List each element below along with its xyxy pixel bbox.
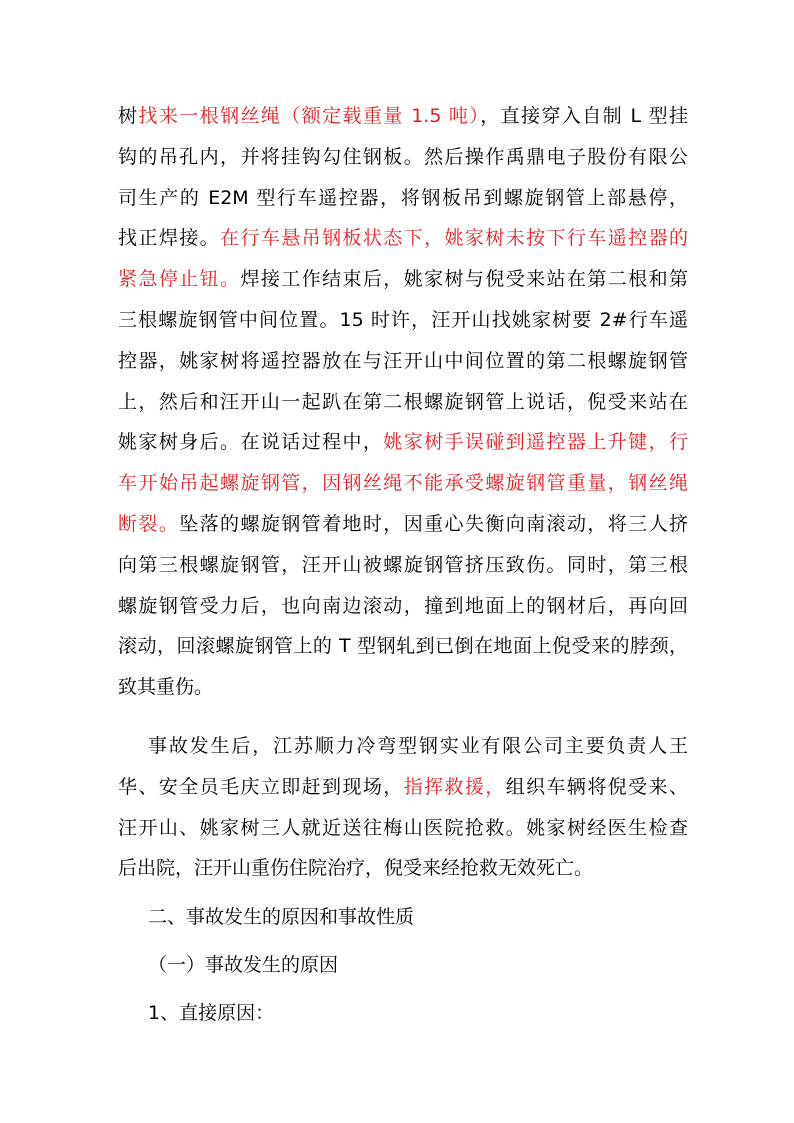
highlighted-text: 指挥救援， bbox=[403, 775, 506, 798]
text-line bbox=[118, 137, 688, 178]
body-text: 螺旋钢管受力后，也向南边滚动，撞到地面上的钢材后，再向回 bbox=[118, 594, 688, 617]
body-text: 钩的吊孔内，并将挂钩勾住钢板。然后操作禹鼎电子股份有限公 bbox=[118, 145, 688, 168]
text-line bbox=[118, 848, 688, 889]
body-text: 姚家树身后。在说话过程中， bbox=[118, 431, 384, 454]
paragraph-accident-process bbox=[118, 96, 688, 708]
body-text: 后出院，汪开山重伤住院治疗，倪受来经抢救无效死亡。 bbox=[118, 857, 594, 880]
body-text: 组织车辆将倪受来、 bbox=[505, 775, 688, 798]
text-line bbox=[118, 382, 688, 423]
text-line bbox=[118, 626, 688, 667]
body-text: 滚动，回滚螺旋钢管上的 T 型钢轧到已倒在地面上倪受来的脖颈， bbox=[118, 635, 688, 658]
highlighted-text: 车开始吊起螺旋钢管，因钢丝绳不能承受螺旋钢管重量，钢丝绳 bbox=[118, 472, 688, 495]
body-text: ，直接穿入自制 L 型挂 bbox=[480, 105, 688, 127]
subsection-heading: （一）事故发生的原因 bbox=[148, 954, 339, 976]
text-line bbox=[118, 218, 688, 259]
highlighted-text: 紧急停止钮。 bbox=[118, 268, 241, 291]
body-text: 司生产的 E2M 型行车遥控器，将钢板吊到螺旋钢管上部悬停， bbox=[118, 186, 688, 209]
text-line bbox=[118, 726, 688, 767]
text-line bbox=[118, 96, 688, 137]
body-text: 汪开山、姚家树三人就近送往梅山医院抢救。姚家树经医生检查 bbox=[118, 816, 688, 839]
section-heading: 二、事故发生的原因和事故性质 bbox=[148, 906, 415, 928]
highlighted-text: 找来一根钢丝绳（额定载重量 1.5 吨） bbox=[138, 105, 481, 127]
text-line bbox=[118, 667, 688, 708]
text-line bbox=[118, 463, 688, 504]
body-text: 上，然后和汪开山一起趴在第二根螺旋钢管上说话，倪受来站在 bbox=[118, 390, 688, 413]
text-line bbox=[118, 767, 688, 808]
text-line bbox=[118, 504, 688, 545]
body-text: 三根螺旋钢管中间位置。15 时许，汪开山找姚家树要 2#行车遥 bbox=[118, 308, 688, 331]
body-text: 坠落的螺旋钢管着地时，因重心失衡向南滚动，将三人挤 bbox=[179, 512, 688, 535]
text-line bbox=[118, 586, 688, 627]
body-text: 事故发生后，江苏顺力冷弯型钢实业有限公司主要负责人王 bbox=[148, 735, 688, 757]
body-text: 树 bbox=[118, 105, 139, 127]
body-text: 致其重伤。 bbox=[118, 676, 214, 699]
text-line bbox=[118, 808, 688, 849]
body-text: 控器，姚家树将遥控器放在与汪开山中间位置的第二根螺旋钢管 bbox=[118, 349, 688, 372]
text-line bbox=[118, 259, 688, 300]
text-line bbox=[118, 422, 688, 463]
text-line bbox=[118, 300, 688, 341]
item-heading: 1、直接原因： bbox=[148, 1002, 275, 1024]
highlighted-text: 在行车悬吊钢板状态下，姚家树未按下行车遥控器的 bbox=[220, 227, 688, 250]
text-line bbox=[118, 545, 688, 586]
highlighted-text: 姚家树手误碰到遥控器上升键，行 bbox=[383, 431, 688, 454]
paragraph-rescue bbox=[118, 726, 688, 889]
body-text: 华、安全员毛庆立即赶到现场， bbox=[118, 775, 404, 798]
body-text: 向第三根螺旋钢管，汪开山被螺旋钢管挤压致伤。同时，第三根 bbox=[118, 553, 688, 576]
text-line bbox=[118, 341, 688, 382]
highlighted-text: 断裂。 bbox=[118, 512, 180, 535]
text-line bbox=[118, 178, 688, 219]
body-text: 焊接工作结束后，姚家树与倪受来站在第二根和第 bbox=[240, 268, 688, 291]
body-text: 找正焊接。 bbox=[118, 227, 221, 250]
